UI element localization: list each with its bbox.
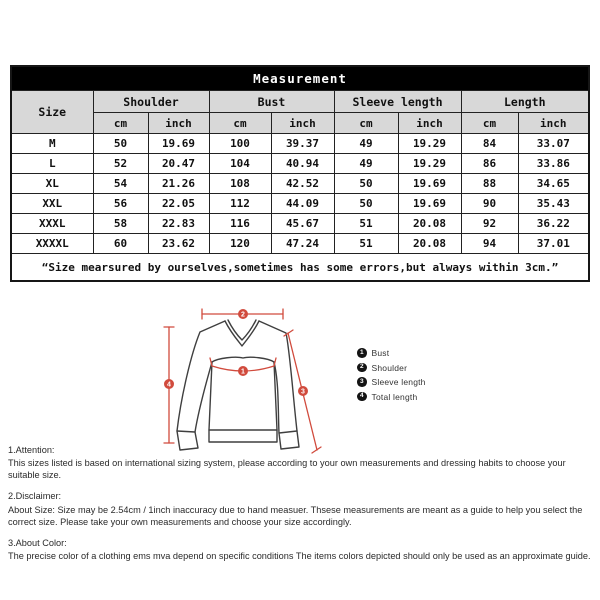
value-cell: 50 bbox=[334, 174, 398, 194]
table-row bbox=[11, 194, 589, 214]
legend-number-badge: 3 bbox=[357, 377, 367, 387]
value-cell: 19.29 bbox=[398, 154, 461, 174]
legend-label: Bust bbox=[371, 348, 390, 358]
value-cell: 88 bbox=[461, 174, 518, 194]
table-group-header-row bbox=[11, 91, 589, 113]
table-row bbox=[11, 214, 589, 234]
size-cell: M bbox=[11, 134, 93, 154]
value-cell: 23.62 bbox=[148, 234, 209, 254]
unit-header-cm: cm bbox=[93, 113, 148, 134]
value-cell: 20.08 bbox=[398, 234, 461, 254]
col-group-sleeve-length: Sleeve length bbox=[334, 91, 461, 113]
value-cell: 47.24 bbox=[271, 234, 334, 254]
value-cell: 20.08 bbox=[398, 214, 461, 234]
legend-number-badge: 1 bbox=[357, 348, 367, 358]
value-cell: 19.69 bbox=[148, 134, 209, 154]
legend-label: Sleeve length bbox=[371, 377, 426, 387]
table-row bbox=[11, 234, 589, 254]
shoulder-marker-number: 2 bbox=[241, 311, 245, 319]
size-cell: XXL bbox=[11, 194, 93, 214]
legend-item-bust bbox=[357, 348, 467, 358]
value-cell: 60 bbox=[93, 234, 148, 254]
size-cell: XXXXL bbox=[11, 234, 93, 254]
table-title: Measurement bbox=[11, 66, 589, 91]
value-cell: 58 bbox=[93, 214, 148, 234]
value-cell: 104 bbox=[209, 154, 271, 174]
value-cell: 19.69 bbox=[398, 194, 461, 214]
unit-header-inch: inch bbox=[271, 113, 334, 134]
col-header-size: Size bbox=[11, 91, 93, 134]
value-cell: 54 bbox=[93, 174, 148, 194]
table-title-row bbox=[11, 66, 589, 91]
disclaimer-section bbox=[8, 490, 594, 527]
legend-number-badge: 4 bbox=[357, 392, 367, 402]
legend-item-sleeve-length bbox=[357, 377, 467, 387]
unit-header-cm: cm bbox=[461, 113, 518, 134]
legend-label: Shoulder bbox=[371, 362, 408, 373]
section-heading: 3.About Color: bbox=[8, 537, 67, 548]
value-cell: 45.67 bbox=[271, 214, 334, 234]
value-cell: 34.65 bbox=[518, 174, 589, 194]
value-cell: 19.69 bbox=[398, 174, 461, 194]
value-cell: 52 bbox=[93, 154, 148, 174]
sweater-illustration bbox=[133, 292, 373, 464]
value-cell: 36.22 bbox=[518, 214, 589, 234]
sweater-diagram bbox=[133, 292, 373, 464]
table-note-row bbox=[11, 254, 589, 282]
value-cell: 21.26 bbox=[148, 174, 209, 194]
value-cell: 112 bbox=[209, 194, 271, 214]
value-cell: 50 bbox=[93, 134, 148, 154]
legend-number-badge: 2 bbox=[357, 363, 367, 373]
value-cell: 92 bbox=[461, 214, 518, 234]
size-cell: XL bbox=[11, 174, 93, 194]
value-cell: 22.05 bbox=[148, 194, 209, 214]
value-cell: 84 bbox=[461, 134, 518, 154]
value-cell: 37.01 bbox=[518, 234, 589, 254]
attention-section bbox=[8, 444, 594, 481]
value-cell: 51 bbox=[334, 214, 398, 234]
unit-header-inch: inch bbox=[398, 113, 461, 134]
unit-header-cm: cm bbox=[334, 113, 398, 134]
legend-label: Total length bbox=[371, 391, 418, 402]
section-body: The precise color of a clothing ems mva depend on specific conditions The items colors depicted should only be used as an approximate guide. bbox=[8, 550, 591, 561]
table-row bbox=[11, 154, 589, 174]
value-cell: 33.86 bbox=[518, 154, 589, 174]
diagram-legend bbox=[357, 348, 467, 402]
value-cell: 100 bbox=[209, 134, 271, 154]
value-cell: 39.37 bbox=[271, 134, 334, 154]
sweater-outline bbox=[177, 320, 299, 450]
value-cell: 22.83 bbox=[148, 214, 209, 234]
col-group-shoulder: Shoulder bbox=[93, 91, 209, 113]
section-heading: 2.Disclaimer: bbox=[8, 491, 62, 502]
value-cell: 116 bbox=[209, 214, 271, 234]
section-body: This sizes listed is based on international sizing system, please according to your own measurements and dressing habits to choose your suitable size. bbox=[8, 458, 566, 481]
value-cell: 56 bbox=[93, 194, 148, 214]
value-cell: 44.09 bbox=[271, 194, 334, 214]
size-cell: L bbox=[11, 154, 93, 174]
bust-marker-number: 1 bbox=[241, 368, 245, 376]
legend-item-total-length bbox=[357, 392, 467, 402]
table-unit-header-row bbox=[11, 113, 589, 134]
value-cell: 86 bbox=[461, 154, 518, 174]
table-row bbox=[11, 174, 589, 194]
size-table bbox=[10, 65, 590, 282]
unit-header-inch: inch bbox=[518, 113, 589, 134]
value-cell: 51 bbox=[334, 234, 398, 254]
value-cell: 42.52 bbox=[271, 174, 334, 194]
value-cell: 94 bbox=[461, 234, 518, 254]
legend-item-shoulder bbox=[357, 363, 467, 373]
col-group-length: Length bbox=[461, 91, 589, 113]
section-heading: 1.Attention: bbox=[8, 445, 55, 455]
value-cell: 120 bbox=[209, 234, 271, 254]
info-sections bbox=[8, 444, 594, 571]
value-cell: 90 bbox=[461, 194, 518, 214]
unit-header-cm: cm bbox=[209, 113, 271, 134]
about-color-section bbox=[8, 537, 594, 562]
sleeve-length-marker-number: 3 bbox=[301, 388, 305, 396]
value-cell: 33.07 bbox=[518, 134, 589, 154]
value-cell: 49 bbox=[334, 134, 398, 154]
unit-header-inch: inch bbox=[148, 113, 209, 134]
value-cell: 49 bbox=[334, 154, 398, 174]
size-cell: XXXL bbox=[11, 214, 93, 234]
value-cell: 108 bbox=[209, 174, 271, 194]
value-cell: 20.47 bbox=[148, 154, 209, 174]
value-cell: 19.29 bbox=[398, 134, 461, 154]
value-cell: 50 bbox=[334, 194, 398, 214]
total-length-marker-number: 4 bbox=[167, 381, 171, 389]
value-cell: 40.94 bbox=[271, 154, 334, 174]
measurement-note: “Size mearsured by ourselves,sometimes has some errors,but always within 3cm.” bbox=[11, 254, 589, 282]
value-cell: 35.43 bbox=[518, 194, 589, 214]
col-group-bust: Bust bbox=[209, 91, 334, 113]
table-row bbox=[11, 134, 589, 154]
section-body: About Size: Size may be 2.54cm / 1inch inaccuracy due to hand measuer. Thsese measurements are meant as a guide to help you select the correct size. Please take your own measurements and choose your size accordingly. bbox=[8, 504, 583, 527]
